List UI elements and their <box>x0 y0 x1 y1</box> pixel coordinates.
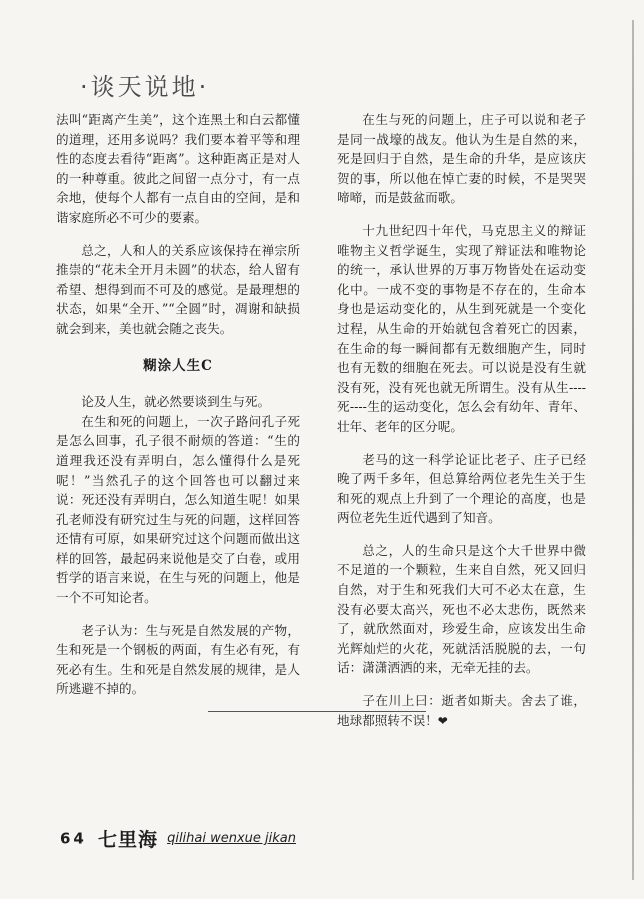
paragraph: 法叫“距离产生美”，这个连黑土和白云都懂的道理，还用多说吗？我们要本着平等和理性的态度去看待“距离”。这种距离正是对人的一种尊重。彼此之间留一点分寸，有一点余地，使每个人都有一点自由的空间，是和谐家庭所必不可少的要素。 <box>56 112 300 225</box>
closing-text: 子在川上曰：逝者如斯夫。舍去了谁，地球都照转不误！ <box>337 693 586 728</box>
paragraph: 老马的这一科学论证比老子、庄子已经晚了两千多年，但总算给两位老先生关于生和死的观点上升到了一个理论的高度，也是两位老先生近代遇到了知音。 <box>337 451 586 526</box>
paragraph: 总之，人的生命只是这个大千世界中微不足道的一个颗粒，生来自自然，死又回归自然，对于生和死我们大可不必太在意，生没有必要太高兴，死也不必太悲伤，既然来了，就欣然面对，珍爱生命，应该发出生命光辉灿烂的火花，死就活活脱脱的去，一句话：潇潇洒洒的来，无牵无挂的去。 <box>337 542 586 676</box>
paragraph: 十九世纪四十年代，马克思主义的辩证唯物主义哲学诞生，实现了辩证法和唯物论的统一，承认世界的万事万物皆处在运动变化中。一成不变的事物是不存在的，生命本身也是运动变化的，从生到死就是一个变化过程，从生命的开始就包含着死亡的因素，在生命的每一瞬间都有无数细胞产生，同时也有无数的细胞在死去。可以说是没有生就没有死，没有死也就无所谓生。没有从生----死----生的运动变化，怎么会有幼年、青年、壮年、老年的区分呢。 <box>337 222 586 434</box>
journal-logo: 七里海 <box>97 829 158 851</box>
page-number: 64 <box>60 829 87 848</box>
heart-icon: ❤ <box>437 713 448 728</box>
paragraph: 在生和死的问题上，一次子路问孔子死是怎么回事，孔子很不耐烦的答道：“生的道理我还没有弄明白，怎么懂得什么是死呢！”当然孔子的这个回答也可以翻过来说：死还没有弄明白，怎么知道生呢！如果孔老师没有研究过生与死的问题，这样回答还情有可原，如果研究过这个问题而做出这样的回答，最起码来说他是交了白卷，或用哲学的语言来说，在生与死的问题上，他是一个不可知论者。 <box>56 413 300 606</box>
journal-name: qilihai wenxue jikan <box>167 831 297 846</box>
section-title: 糊涂人生C <box>143 357 213 374</box>
paragraph: 总之，人和人的关系应该保持在禅宗所推崇的“花未全开月未圆”的状态，给人留有希望、想得到而不可及的感觉。是最理想的状态，如果“全开、”“全圆”时，凋谢和缺损就会到来，美也就会随之丧失。 <box>56 242 300 336</box>
right-column <box>337 110 586 731</box>
page-edge <box>632 20 634 880</box>
section-header: ·谈天说地· <box>80 73 210 101</box>
left-column <box>56 110 300 699</box>
paragraph: 在生与死的问题上，庄子可以说和老子是同一战壕的战友。他认为生是自然的来，死是回归于自然，是生命的升华，是应该庆贺的事，所以他在悼亡妻的时候，不是哭哭啼啼，而是鼓盆而歌。 <box>337 112 586 206</box>
section-divider <box>208 711 426 712</box>
paragraph: 论及人生，就必然要谈到生与死。 <box>81 394 271 410</box>
paragraph: 老子认为：生与死是自然发展的产物，生和死是一个钢板的两面，有生必有死，有死必有生。生和死是自然发展的规律，是人所逃避不掉的。 <box>56 622 300 697</box>
page-footer <box>60 825 380 851</box>
